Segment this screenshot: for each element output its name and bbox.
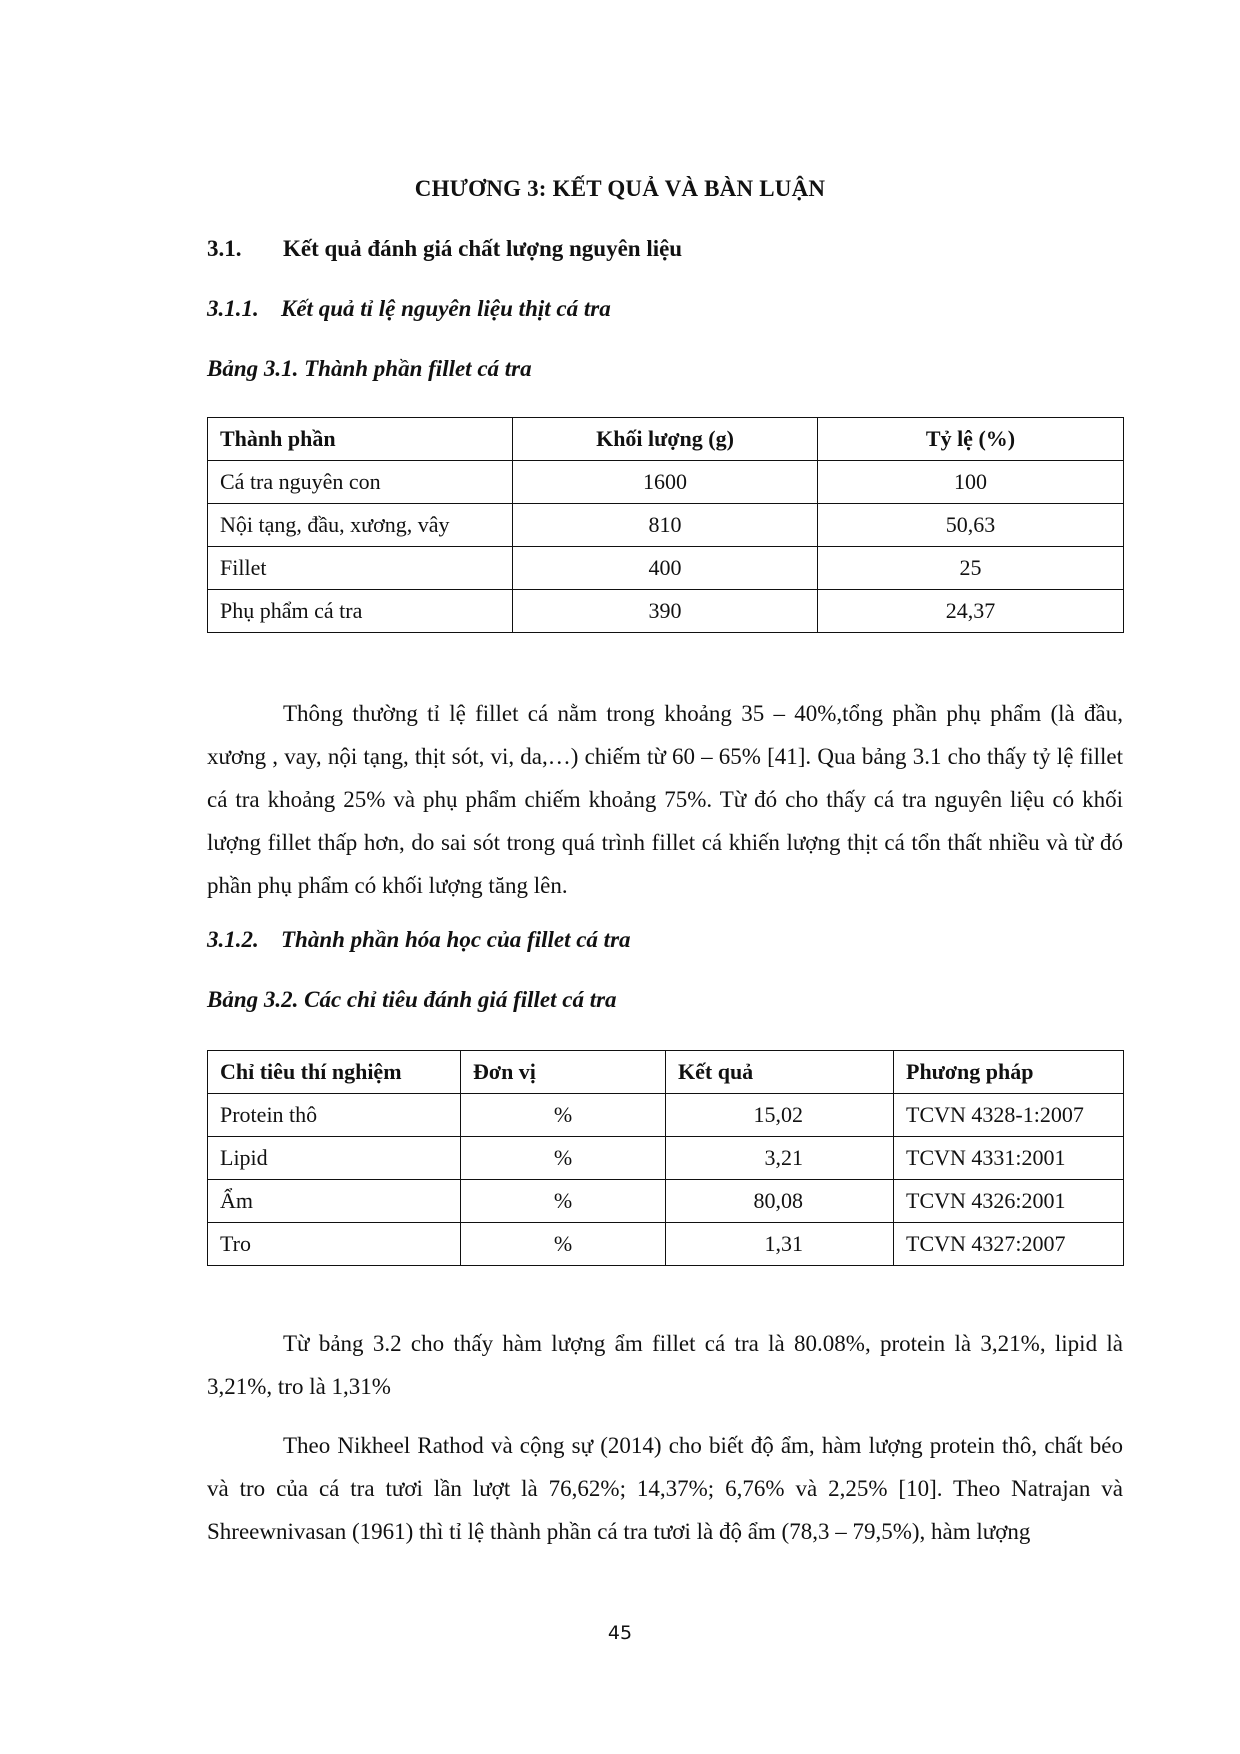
table-header-cell: Phương pháp — [894, 1051, 1124, 1094]
table-row — [208, 590, 1124, 633]
paragraph-table-2-summary: Từ bảng 3.2 cho thấy hàm lượng ẩm fillet cá tra là 80.08%, protein là 3,21%, lipid là 3,21%, tro là 1,31% — [207, 1331, 1123, 1399]
table-cell: 15,02 — [666, 1094, 894, 1137]
table-cell: 100 — [818, 461, 1124, 504]
section-title: Kết quả đánh giá chất lượng nguyên liệu — [283, 236, 683, 261]
table-cell: Protein thô — [208, 1094, 461, 1137]
table-header-cell: Kết quả — [666, 1051, 894, 1094]
table-cell: % — [461, 1180, 666, 1223]
table-cell: 80,08 — [666, 1180, 894, 1223]
section-number: 3.1. — [207, 236, 242, 261]
table-cell: Cá tra nguyên con — [208, 461, 513, 504]
table-cell: 3,21 — [666, 1137, 894, 1180]
table-2-caption: Bảng 3.2. Các chỉ tiêu đánh giá fillet cá tra — [207, 987, 617, 1012]
table-cell: 1,31 — [666, 1223, 894, 1266]
table-cell: Lipid — [208, 1137, 461, 1180]
subsection-heading-3-1-2 — [207, 927, 631, 953]
table-cell: Phụ phẩm cá tra — [208, 590, 513, 633]
table-cell: % — [461, 1137, 666, 1180]
table-1-fillet-composition — [207, 417, 1124, 633]
subsection-heading-3-1-1 — [207, 296, 611, 322]
table-header-row — [208, 418, 1124, 461]
table-cell: Nội tạng, đầu, xương, vây — [208, 504, 513, 547]
paragraph-fillet-ratio: Thông thường tỉ lệ fillet cá nằm trong khoảng 35 – 40%,tổng phần phụ phẩm (là đầu, xương , vay, nội tạng, thịt sót, vi, da,…) chiếm từ 60 – 65% [41]. Qua bảng 3.1 cho thấy tỷ lệ fillet cá tra khoảng 25% và phụ phẩm chiếm khoảng 75%. Từ đó cho thấy cá tra nguyên liệu có khối lượng fillet thấp hơn, do sai sót trong quá trình fillet cá khiến lượng thịt cá tổn thất nhiều và từ đó phần phụ phẩm có khối lượng tăng lên. — [207, 701, 1123, 898]
table-row — [208, 1094, 1124, 1137]
table-cell: TCVN 4328-1:2007 — [894, 1094, 1124, 1137]
table-cell: % — [461, 1094, 666, 1137]
paragraph-literature-comparison: Theo Nikheel Rathod và cộng sự (2014) cho biết độ ẩm, hàm lượng protein thô, chất béo và tro của cá tra tươi lần lượt là 76,62%; 14,37%; 6,76% và 2,25% [10]. Theo Natrajan và Shreewnivasan (1961) thì tỉ lệ thành phần cá tra tươi là độ ẩm (78,3 – 79,5%), hàm lượng — [207, 1433, 1123, 1544]
table-header-row — [208, 1051, 1124, 1094]
table-row — [208, 1137, 1124, 1180]
table-header-cell: Thành phần — [208, 418, 513, 461]
table-cell: TCVN 4327:2007 — [894, 1223, 1124, 1266]
table-row — [208, 1223, 1124, 1266]
table-header-cell: Đơn vị — [461, 1051, 666, 1094]
subsection-title: Kết quả tỉ lệ nguyên liệu thịt cá tra — [281, 296, 611, 321]
table-cell: 24,37 — [818, 590, 1124, 633]
table-cell: Fillet — [208, 547, 513, 590]
table-cell: 810 — [513, 504, 818, 547]
table-cell: 1600 — [513, 461, 818, 504]
table-cell: 25 — [818, 547, 1124, 590]
table-cell: 400 — [513, 547, 818, 590]
chapter-title: CHƯƠNG 3: KẾT QUẢ VÀ BÀN LUẬN — [414, 176, 826, 201]
table-cell: TCVN 4326:2001 — [894, 1180, 1124, 1223]
table-header-cell: Tỷ lệ (%) — [818, 418, 1124, 461]
table-cell: Tro — [208, 1223, 461, 1266]
subsection-number: 3.1.2. — [207, 927, 259, 952]
table-row — [208, 504, 1124, 547]
table-cell: 50,63 — [818, 504, 1124, 547]
page-number: 45 — [607, 1622, 633, 1644]
table-cell: TCVN 4331:2001 — [894, 1137, 1124, 1180]
table-header-cell: Chỉ tiêu thí nghiệm — [208, 1051, 461, 1094]
table-cell: 390 — [513, 590, 818, 633]
table-cell: % — [461, 1223, 666, 1266]
subsection-title: Thành phần hóa học của fillet cá tra — [281, 927, 631, 952]
table-row — [208, 547, 1124, 590]
table-1-caption: Bảng 3.1. Thành phần fillet cá tra — [207, 356, 532, 381]
table-row — [208, 461, 1124, 504]
table-2-fillet-criteria — [207, 1050, 1124, 1266]
table-header-cell: Khối lượng (g) — [513, 418, 818, 461]
subsection-number: 3.1.1. — [207, 296, 259, 321]
section-heading-3-1 — [207, 236, 682, 262]
table-row — [208, 1180, 1124, 1223]
table-cell: Ẩm — [208, 1180, 461, 1223]
